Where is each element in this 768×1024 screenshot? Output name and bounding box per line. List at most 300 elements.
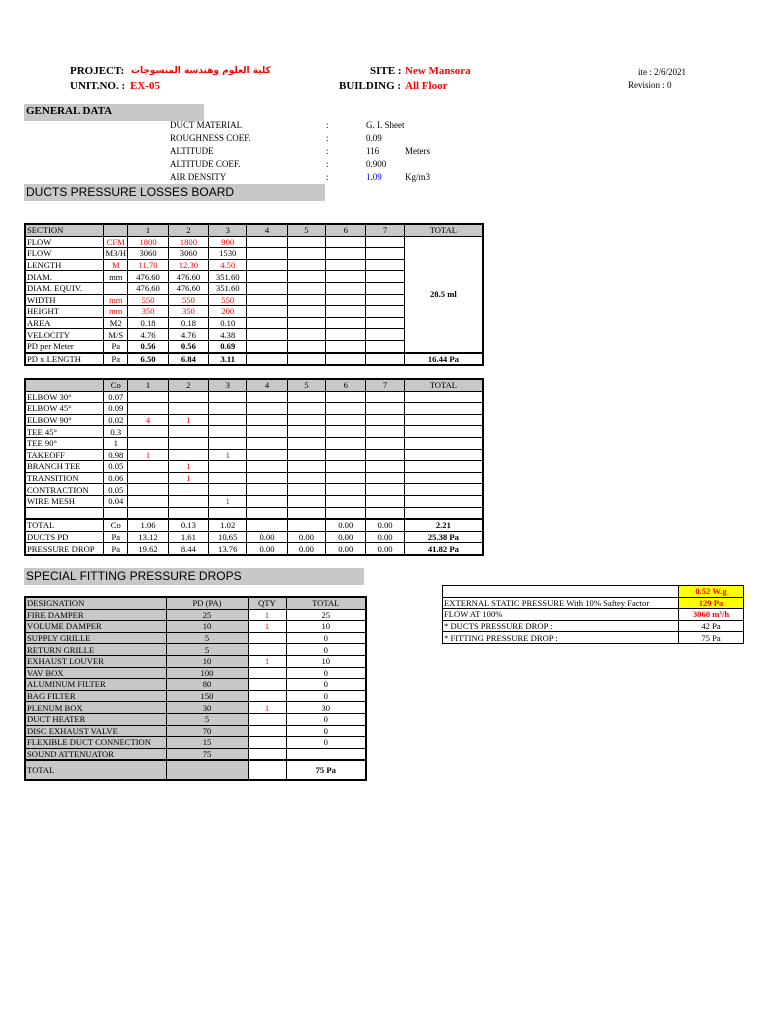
fitting-row — [25, 472, 483, 484]
header-cell: 2 — [168, 379, 208, 391]
qty-cell — [326, 472, 366, 484]
value-cell — [287, 248, 325, 260]
value-cell — [287, 306, 325, 318]
value-cell: 0.13 — [168, 519, 208, 531]
ducts-header-row — [25, 224, 483, 236]
total-value: 75 Pa — [286, 760, 366, 780]
value-cell: 0.00 — [326, 543, 366, 555]
row-unit: mm — [104, 271, 128, 283]
value-cell: 19.62 — [128, 543, 168, 555]
value-cell: 12.30 — [168, 259, 208, 271]
row-unit: Pa — [104, 531, 128, 543]
designation-cell: BAG FILTER — [25, 690, 166, 702]
header-cell: 4 — [247, 224, 287, 236]
qty-cell — [128, 484, 168, 496]
qty-cell — [128, 391, 168, 403]
row-unit: M — [104, 259, 128, 271]
total-cell — [404, 461, 483, 473]
blank-row — [25, 507, 483, 519]
special-row — [25, 644, 366, 656]
qty-cell — [287, 414, 325, 426]
qty-cell: 1 — [128, 449, 168, 461]
row-unit: mm — [104, 294, 128, 306]
qty-cell — [128, 472, 168, 484]
qty-cell — [366, 391, 404, 403]
pd-cell: 75 — [166, 748, 248, 760]
value-cell: 1800 — [128, 236, 168, 248]
value-cell: 6.84 — [168, 353, 208, 366]
qty-cell — [287, 403, 325, 415]
qty-cell — [287, 391, 325, 403]
row-unit: Pa — [104, 340, 128, 352]
summary-value: 129 Pa — [679, 597, 744, 609]
value-cell — [326, 236, 366, 248]
fitting-row — [25, 403, 483, 415]
table-cell — [209, 507, 247, 519]
header-cell: 3 — [209, 379, 247, 391]
row-label: WIRE MESH — [25, 495, 104, 507]
value-cell: 0.69 — [209, 340, 247, 352]
total-cell: 30 — [286, 702, 366, 714]
table-cell — [248, 760, 286, 780]
designation-cell: RETURN GRILLE — [25, 644, 166, 656]
value-cell: 476.60 — [168, 271, 208, 283]
qty-cell — [326, 437, 366, 449]
qty-cell — [247, 484, 287, 496]
qty-cell — [247, 403, 287, 415]
fitting-row — [25, 437, 483, 449]
qty-cell — [326, 461, 366, 473]
value-cell: 1.06 — [128, 519, 168, 531]
header-cell: 6 — [326, 224, 366, 236]
value-cell: 351.60 — [209, 271, 247, 283]
value-cell: 0.00 — [247, 531, 287, 543]
total-cell — [404, 391, 483, 403]
table-cell — [287, 507, 325, 519]
qty-cell: 1 — [248, 621, 286, 633]
qty-cell: 1 — [168, 461, 208, 473]
qty-cell — [168, 437, 208, 449]
total-cell: 0 — [286, 737, 366, 749]
value-cell — [287, 317, 325, 329]
qty-cell — [128, 437, 168, 449]
value-cell — [287, 236, 325, 248]
qty-cell — [287, 426, 325, 438]
header-cell: 5 — [287, 379, 325, 391]
special-row — [25, 667, 366, 679]
qty-cell: 4 — [128, 414, 168, 426]
value-cell: 350 — [128, 306, 168, 318]
value-cell — [326, 282, 366, 294]
qty-cell — [326, 426, 366, 438]
row-label: DIAM. EQUIV. — [25, 282, 104, 294]
value-cell — [326, 340, 366, 352]
qty-cell — [168, 391, 208, 403]
header-cell: PD (PA) — [166, 597, 248, 609]
row-unit: M3/H — [105, 248, 127, 259]
value-cell: 13.76 — [209, 543, 247, 555]
special-row — [25, 690, 366, 702]
qty-cell — [287, 461, 325, 473]
designation-cell: SUPPLY GRILLE — [25, 632, 166, 644]
general-value: G. I. Sheet — [366, 120, 405, 130]
qty-cell — [209, 403, 247, 415]
general-data-title: GENERAL DATA — [26, 105, 113, 117]
coef-cell: 1 — [104, 437, 128, 449]
general-colon: : — [326, 146, 329, 156]
value-cell — [247, 282, 287, 294]
value-cell — [287, 340, 325, 352]
qty-cell — [366, 472, 404, 484]
special-row — [25, 725, 366, 737]
special-row — [25, 713, 366, 725]
value-cell: 0.00 — [247, 543, 287, 555]
fitting-row — [25, 484, 483, 496]
row-label: PD per Meter — [25, 340, 104, 352]
value-cell — [247, 306, 287, 318]
qty-cell — [287, 437, 325, 449]
total-length-cell: 28.5 ml — [404, 236, 483, 352]
table-cell — [128, 507, 168, 519]
value-cell — [326, 294, 366, 306]
qty-cell — [248, 748, 286, 760]
fitting-row — [25, 391, 483, 403]
total-row — [25, 519, 483, 531]
header-cell: 7 — [366, 224, 404, 236]
table-cell — [326, 507, 366, 519]
table-cell — [104, 507, 128, 519]
designation-cell: FIRE DAMPER — [25, 609, 166, 621]
special-row — [25, 632, 366, 644]
qty-cell — [209, 484, 247, 496]
general-colon: : — [326, 172, 329, 182]
row-unit: mm — [104, 306, 128, 318]
qty-cell — [209, 461, 247, 473]
ducts-table — [24, 223, 484, 366]
value-cell: 0.00 — [326, 519, 366, 531]
general-label: ALTITUDE COEF. — [170, 159, 241, 169]
value-cell: 476.60 — [168, 282, 208, 294]
general-value: 116 — [366, 146, 380, 156]
designation-cell: DISC EXHAUST VALVE — [25, 725, 166, 737]
qty-cell — [128, 426, 168, 438]
qty-cell — [248, 713, 286, 725]
designation-cell: VAV BOX — [25, 667, 166, 679]
row-label: CONTRACTION — [25, 484, 104, 496]
qty-cell — [326, 403, 366, 415]
value-cell: 11.70 — [128, 259, 168, 271]
value-cell — [326, 353, 366, 366]
qty-cell — [248, 632, 286, 644]
row-label: VELOCITY — [25, 329, 104, 341]
qty-cell: 1 — [209, 449, 247, 461]
row-label: TOTAL — [25, 519, 104, 531]
value-cell: 13.12 — [128, 531, 168, 543]
building-label: BUILDING : — [339, 80, 402, 92]
value-cell — [247, 236, 287, 248]
site-value: New Mansora — [405, 65, 471, 77]
total-cell — [404, 414, 483, 426]
pd-cell: 15 — [166, 737, 248, 749]
value-cell — [366, 294, 404, 306]
total-cell — [404, 449, 483, 461]
value-cell: 550 — [168, 294, 208, 306]
general-label: AIR DENSITY — [170, 172, 227, 182]
value-cell: 4.50 — [209, 259, 247, 271]
qty-cell: 1 — [209, 495, 247, 507]
qty-cell — [248, 679, 286, 691]
qty-cell — [248, 690, 286, 702]
summary-top-row — [443, 586, 744, 598]
fitting-row — [25, 426, 483, 438]
qty-cell — [366, 461, 404, 473]
qty-cell: 1 — [168, 414, 208, 426]
value-cell — [287, 282, 325, 294]
total-cell: 0 — [286, 644, 366, 656]
general-colon: : — [326, 120, 329, 130]
ducts-pd-row — [25, 531, 483, 543]
table-cell — [404, 507, 483, 519]
pd-cell: 70 — [166, 725, 248, 737]
qty-cell — [287, 449, 325, 461]
qty-cell — [366, 426, 404, 438]
qty-cell — [168, 403, 208, 415]
summary-label: FLOW AT 100% — [443, 609, 679, 621]
qty-cell — [248, 737, 286, 749]
value-cell — [287, 271, 325, 283]
value-cell — [247, 259, 287, 271]
row-unit: M/S — [104, 329, 128, 341]
row-label: PRESSURE DROP — [25, 543, 104, 555]
total-cell: 25 — [286, 609, 366, 621]
pressure-drop-row — [25, 543, 483, 555]
value-cell: 4.38 — [209, 329, 247, 341]
qty-cell — [248, 725, 286, 737]
value-cell — [247, 519, 287, 531]
value-cell — [326, 329, 366, 341]
designation-cell: DUCT HEATER — [25, 713, 166, 725]
table-cell — [25, 507, 104, 519]
summary-value: 3060 m³/h — [679, 609, 744, 621]
qty-cell — [326, 495, 366, 507]
fittings-table — [24, 378, 484, 556]
unit-label: UNIT.NO. : — [70, 80, 126, 92]
row-label: LENGTH — [25, 259, 104, 271]
value-cell — [287, 259, 325, 271]
qty-cell — [366, 414, 404, 426]
qty-cell — [247, 414, 287, 426]
value-cell: 350 — [168, 306, 208, 318]
value-cell: 0.10 — [209, 317, 247, 329]
revision-text: Revision : 0 — [628, 80, 672, 90]
value-cell: 1800 — [168, 236, 208, 248]
qty-cell — [209, 472, 247, 484]
value-cell: 550 — [209, 294, 247, 306]
value-cell — [366, 317, 404, 329]
total-cell: 0 — [286, 725, 366, 737]
row-label: ELBOW 30° — [25, 391, 104, 403]
value-cell — [326, 317, 366, 329]
value-cell — [366, 353, 404, 366]
qty-cell — [247, 449, 287, 461]
coef-cell: 0.98 — [104, 449, 128, 461]
value-cell — [247, 271, 287, 283]
row-label: DUCTS PD — [25, 531, 104, 543]
header-cell: 7 — [366, 379, 404, 391]
special-row — [25, 609, 366, 621]
qty-cell — [168, 449, 208, 461]
qty-cell — [326, 484, 366, 496]
value-cell — [287, 329, 325, 341]
value-cell — [366, 306, 404, 318]
ducts-board-banner — [24, 184, 325, 201]
header-cell: 5 — [287, 224, 325, 236]
value-cell — [247, 294, 287, 306]
coef-cell: 0.04 — [104, 495, 128, 507]
qty-cell — [209, 437, 247, 449]
total-cell — [404, 437, 483, 449]
general-value: 0.09 — [366, 133, 382, 143]
value-cell — [287, 353, 325, 366]
special-row — [25, 621, 366, 633]
row-label: TAKEOFF — [25, 449, 104, 461]
value-cell: 0.00 — [287, 543, 325, 555]
designation-cell: EXHAUST LOUVER — [25, 655, 166, 667]
total-cell: 0 — [286, 667, 366, 679]
value-cell: 550 — [128, 294, 168, 306]
special-fitting-title: SPECIAL FITTING PRESSURE DROPS — [26, 569, 242, 583]
value-cell — [326, 248, 366, 260]
total-cell: 2.21 — [404, 519, 483, 531]
coef-cell: 0.3 — [104, 426, 128, 438]
fitting-row — [25, 449, 483, 461]
value-cell — [326, 271, 366, 283]
qty-cell — [209, 426, 247, 438]
qty-cell: 1 — [248, 609, 286, 621]
qty-cell — [128, 495, 168, 507]
summary-row — [443, 609, 744, 621]
summary-value: 75 Pa — [679, 632, 744, 644]
summary-label: * DUCTS PRESSURE DROP : — [443, 620, 679, 632]
value-cell: 3060 — [168, 248, 208, 260]
value-cell — [326, 259, 366, 271]
total-cell: 0 — [286, 713, 366, 725]
special-row — [25, 679, 366, 691]
general-data-banner — [24, 104, 204, 121]
value-cell: 0.00 — [366, 543, 404, 555]
general-label: DUCT MATERIAL — [170, 120, 243, 130]
value-cell — [287, 519, 325, 531]
pd-cell: 5 — [166, 713, 248, 725]
header-cell: 4 — [247, 379, 287, 391]
special-fitting-banner — [24, 568, 364, 585]
header-cell: 1 — [128, 224, 168, 236]
value-cell — [366, 259, 404, 271]
general-value: 1.09 — [366, 172, 382, 182]
value-cell: 0.00 — [366, 531, 404, 543]
qty-cell — [168, 426, 208, 438]
general-unit: Kg/m3 — [405, 172, 431, 182]
row-label: DIAM. — [25, 271, 104, 283]
total-cell: 10 — [286, 621, 366, 633]
qty-cell — [326, 391, 366, 403]
row-label: ELBOW 90° — [25, 414, 104, 426]
qty-cell — [247, 426, 287, 438]
qty-cell — [247, 461, 287, 473]
special-row — [25, 655, 366, 667]
qty-cell — [247, 391, 287, 403]
header-cell: QTY — [248, 597, 286, 609]
value-cell — [366, 340, 404, 352]
coef-cell: 0.02 — [104, 414, 128, 426]
row-label: WIDTH — [25, 294, 104, 306]
general-label: ALTITUDE — [170, 146, 214, 156]
date-text: ite : 2/6/2021 — [638, 67, 686, 77]
fittings-header-row — [25, 379, 483, 391]
general-label: ROUGHNESS COEF. — [170, 133, 251, 143]
row-label: TEE 90° — [25, 437, 104, 449]
value-cell — [247, 248, 287, 260]
qty-cell: 1 — [168, 472, 208, 484]
general-unit: Meters — [405, 146, 430, 156]
header-cell: 1 — [128, 379, 168, 391]
general-colon: : — [326, 133, 329, 143]
qty-cell — [366, 403, 404, 415]
table-cell — [366, 507, 404, 519]
value-cell: 0.56 — [168, 340, 208, 352]
total-cell: 25.38 Pa — [404, 531, 483, 543]
qty-cell — [248, 644, 286, 656]
pd-total-cell: 16.44 Pa — [404, 353, 483, 366]
designation-cell: ALUMINUM FILTER — [25, 679, 166, 691]
qty-cell — [326, 414, 366, 426]
building-value: All Floor — [405, 80, 448, 92]
total-cell — [404, 426, 483, 438]
value-cell — [326, 306, 366, 318]
special-header-row — [25, 597, 366, 609]
summary-label: EXTERNAL STATIC PRESSURE With 10% Saftey Factor — [443, 597, 679, 609]
row-label: BRANCH TEE — [25, 461, 104, 473]
ducts-board-title: DUCTS PRESSURE LOSSES BOARD — [26, 185, 235, 199]
value-cell: 0.00 — [366, 519, 404, 531]
table-cell — [247, 507, 287, 519]
qty-cell — [366, 437, 404, 449]
total-cell — [404, 484, 483, 496]
row-unit: Pa — [104, 543, 128, 555]
qty-cell — [366, 495, 404, 507]
site-label: SITE : — [370, 65, 402, 77]
qty-cell — [168, 484, 208, 496]
qty-cell: 1 — [248, 702, 286, 714]
value-cell: 1.61 — [168, 531, 208, 543]
value-cell — [247, 329, 287, 341]
value-cell: 200 — [209, 306, 247, 318]
value-cell: 351.60 — [209, 282, 247, 294]
value-cell: 0.18 — [168, 317, 208, 329]
special-row — [25, 737, 366, 749]
qty-cell — [326, 449, 366, 461]
special-total-row — [25, 760, 366, 780]
value-cell: 0.00 — [287, 531, 325, 543]
row-label: PD x LENGTH — [25, 353, 104, 366]
table-cell — [168, 507, 208, 519]
header-cell: 3 — [209, 224, 247, 236]
value-cell — [366, 282, 404, 294]
coef-cell: 0.05 — [104, 484, 128, 496]
row-label: HEIGHT — [25, 306, 104, 318]
coef-cell: 0.06 — [104, 472, 128, 484]
pd-cell: 10 — [166, 655, 248, 667]
